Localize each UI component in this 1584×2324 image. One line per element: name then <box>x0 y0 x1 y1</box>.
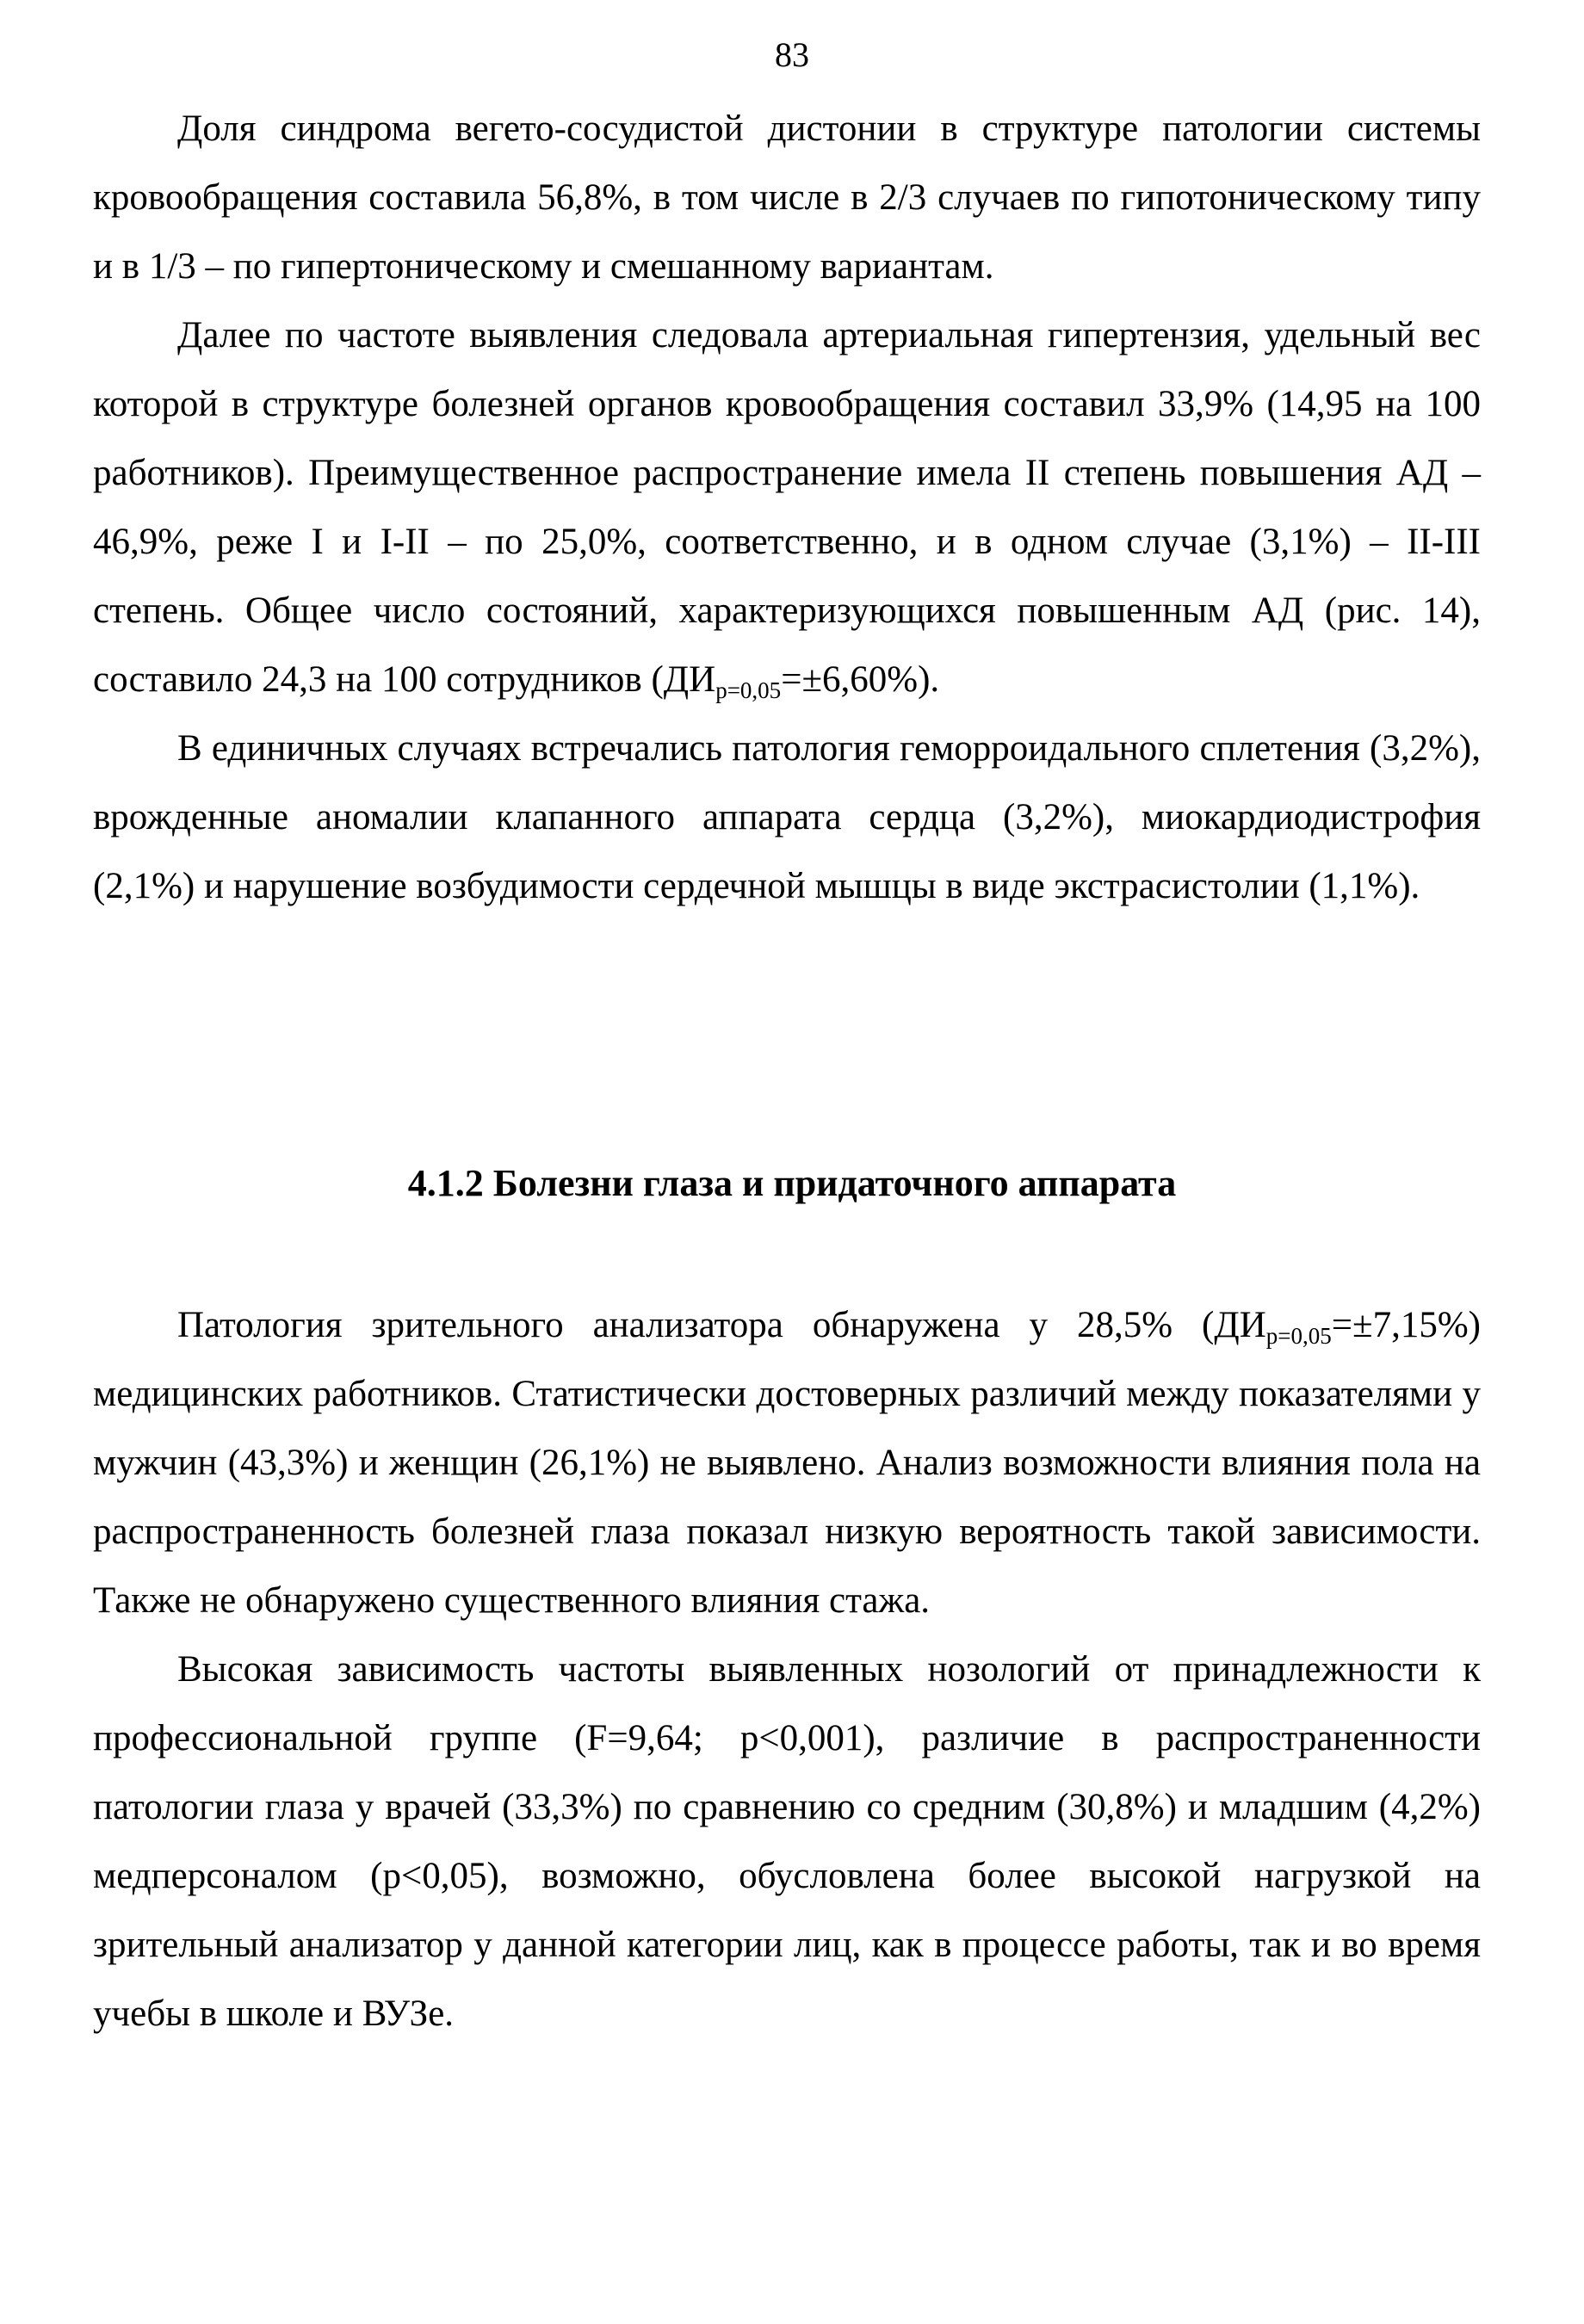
subscript: p=0,05 <box>715 677 782 703</box>
paragraph-visual-pathology <box>93 1291 1481 1635</box>
paragraph-arterial-hypertension <box>93 301 1481 714</box>
paragraph-text: Патология зрительного анализатора обнаружена у 28,5% (ДИ <box>177 1305 1266 1345</box>
page-number: 83 <box>775 35 809 74</box>
paragraph-professional-group: Высокая зависимость частоты выявленных нозологий от принадлежности к профессиональной группе (F=9,64; p<0,001), различие в распространенности патологии глаза у врачей (33,3%) по сравнению со средним (30,8%) и младшим (4,2%) медперсоналом (p<0,05), возможно, обусловлена более высокой нагрузкой на зрительный анализатор у данной категории лиц, как в процессе работы, так и во время учебы в школе и ВУЗе. <box>93 1649 1481 2034</box>
subscript: p=0,05 <box>1265 1323 1332 1349</box>
section-heading: 4.1.2 Болезни глаза и придаточного аппарата <box>407 1162 1177 1204</box>
paragraph-text: =±7,15%) медицинских работников. Статистически достоверных различий между показателями у мужчин (43,3%) и женщин (26,1%) не выявлено. Анализ возможности влияния пола на распространенность болезней глаза показал низкую вероятность такой зависимости. Также не обнаружено существенного влияния стажа. <box>93 1305 1481 1621</box>
paragraph-rare-cases: В единичных случаях встречались патология геморроидального сплетения (3,2%), врожденные аномалии клапанного аппарата сердца (3,2%), миокардиодистрофия (2,1%) и нарушение возбудимости сердечной мышцы в виде экстрасистолии (1,1%). <box>93 728 1481 906</box>
paragraph-text: Далее по частоте выявления следовала артериальная гипертензия, удельный вес которой в структуре болезней органов кровообращения составил 33,9% (14,95 на 100 работников). Преимущественное распространение имела II степень повышения АД – 46,9%, реже I и I-II – по 25,0%, соответственно, и в одном случае (3,1%) – II-III степень. Общее число состояний, характеризующихся повышенным АД (рис. 14), составило 24,3 на 100 сотрудников (ДИ <box>93 315 1481 700</box>
paragraph-vegetovascular-dystonia: Доля синдрома вегето-сосудистой дистонии в структуре патологии системы кровообращения составила 56,8%, в том числе в 2/3 случаев по гипотоническому типу и в 1/3 – по гипертоническому и смешанному вариантам. <box>93 108 1481 287</box>
text-section-2 <box>93 1291 1481 2049</box>
paragraph-text: =±6,60%). <box>781 659 940 700</box>
text-section-1 <box>93 95 1481 921</box>
